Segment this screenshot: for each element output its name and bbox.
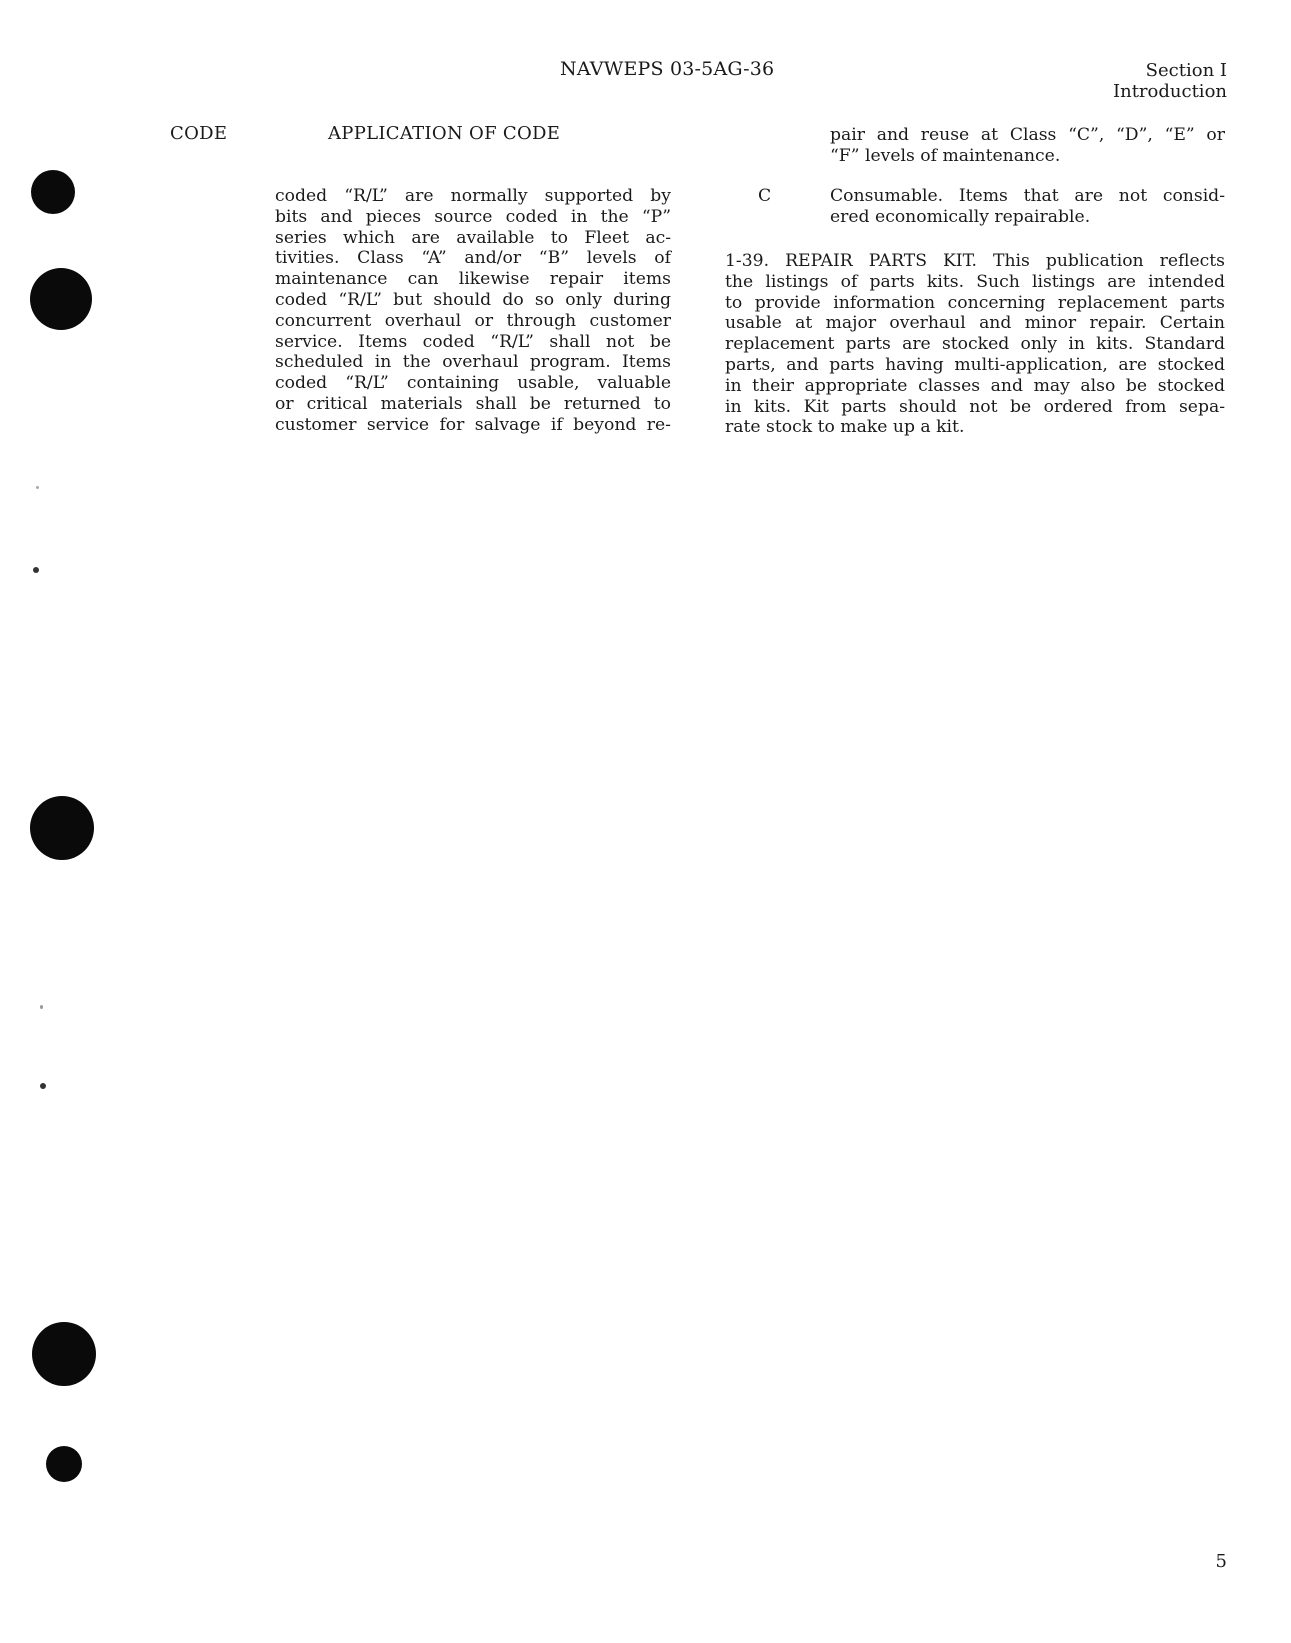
scan-speck: [40, 1005, 43, 1009]
text-line: maintenance can likewise repair items: [275, 269, 671, 290]
text-line: series which are available to Fleet ac-: [275, 227, 671, 248]
text-line: customer service for salvage if beyond re-: [275, 414, 671, 435]
text-line: usable at major overhaul and minor repair. Certain: [725, 313, 1225, 334]
text-line: tivities. Class “A” and/or “B” levels of: [275, 248, 671, 269]
section-label: Section I: [1145, 60, 1227, 81]
punch-hole: [46, 1446, 82, 1482]
text-line: replacement parts are stocked only in kits. Standard: [725, 334, 1225, 355]
text-line: parts, and parts having multi-application, are stocked: [725, 354, 1225, 375]
right-column-continuation: [830, 125, 1225, 167]
application-column-heading: APPLICATION OF CODE: [328, 123, 561, 144]
section-heading: [1113, 60, 1227, 102]
text-line: concurrent overhaul or through customer: [275, 310, 671, 331]
text-line: “F” levels of maintenance.: [830, 145, 1061, 166]
text-line: coded “R/L” containing usable, valuable: [275, 373, 671, 394]
text-line: 1-39. REPAIR PARTS KIT. This publication reflects: [725, 251, 1225, 271]
left-column-paragraph: [275, 186, 671, 436]
text-line: to provide information concerning replacement parts: [725, 292, 1225, 313]
text-line: service. Items coded “R/L” shall not be: [275, 331, 671, 352]
scan-speck: [36, 486, 39, 489]
scan-speck: [40, 1083, 46, 1089]
document-number: NAVWEPS 03-5AG-36: [560, 58, 775, 80]
chapter-label: Introduction: [1113, 81, 1227, 102]
text-line: or critical materials shall be returned to: [275, 393, 671, 414]
punch-hole: [32, 1322, 96, 1386]
text-line: coded “R/L” but should do so only during: [275, 289, 671, 310]
text-line: the listings of parts kits. Such listings are intended: [725, 271, 1225, 292]
text-line: Consumable. Items that are not consid-: [830, 186, 1225, 206]
code-column-heading: CODE: [170, 123, 228, 144]
repair-parts-kit-paragraph: [725, 251, 1225, 438]
punch-hole: [31, 170, 75, 214]
punch-hole: [30, 268, 92, 330]
text-line: coded “R/L” are normally supported by: [275, 186, 671, 206]
text-line: scheduled in the overhaul program. Items: [275, 352, 671, 373]
text-line: in kits. Kit parts should not be ordered from sepa-: [725, 396, 1225, 417]
punch-hole: [30, 796, 94, 860]
text-line: ered economically repairable.: [830, 206, 1091, 227]
code-c-label: C: [758, 186, 772, 206]
text-line: bits and pieces source coded in the “P”: [275, 206, 671, 227]
code-c-description: [830, 186, 1225, 228]
text-line: in their appropriate classes and may also be stocked: [725, 375, 1225, 396]
scan-speck: [33, 567, 39, 573]
text-line: rate stock to make up a kit.: [725, 417, 965, 438]
text-line: pair and reuse at Class “C”, “D”, “E” or: [830, 125, 1225, 145]
page-number: 5: [1215, 1551, 1227, 1572]
